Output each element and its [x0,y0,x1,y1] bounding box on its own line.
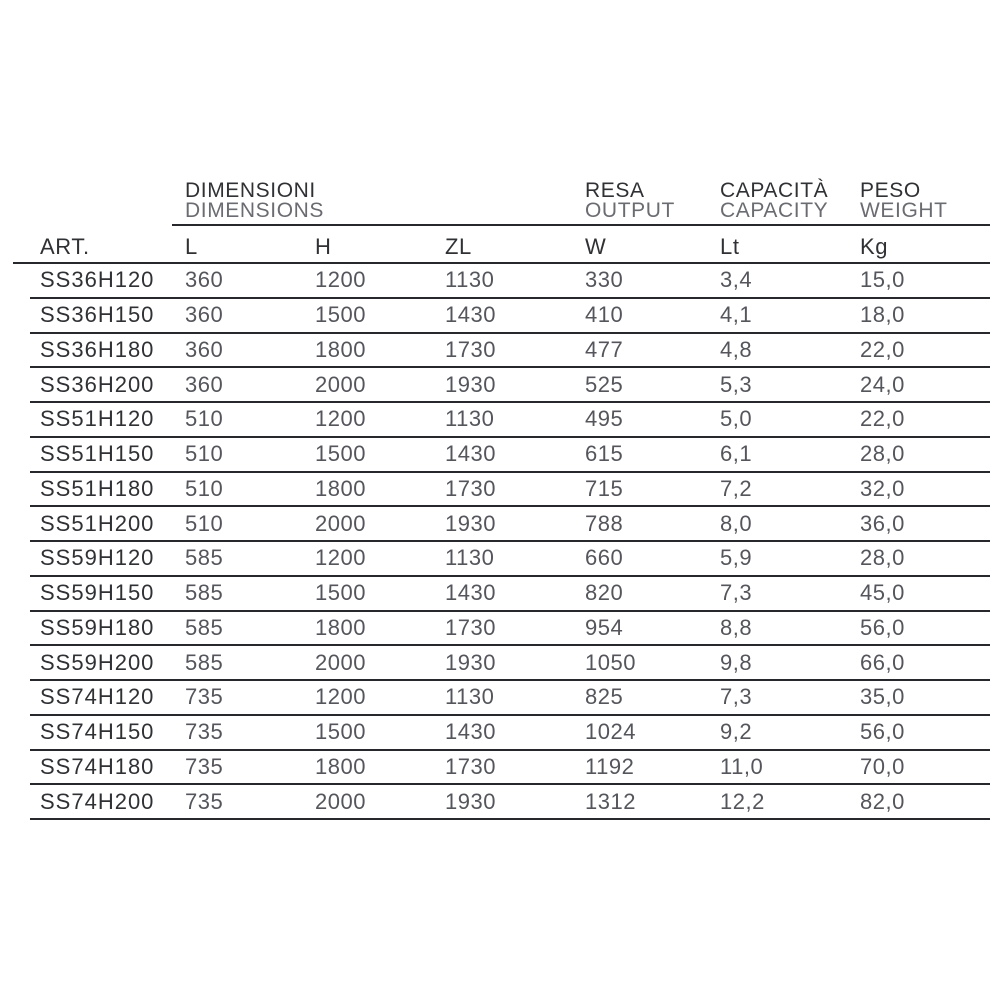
article-code: SS74H180 [40,753,155,779]
cell-height: 2000 [315,510,366,536]
cell-height: 2000 [315,788,366,814]
column-header-lt: Lt [720,234,740,259]
column-header-row [13,230,990,260]
cell-output-watts: 715 [585,475,624,501]
cell-length: 510 [185,475,224,501]
cell-capacity-lt: 8,0 [720,510,753,536]
column-header-h: H [315,234,332,259]
cell-weight-kg: 70,0 [860,753,905,779]
cell-height: 1800 [315,475,366,501]
cell-output-watts: 330 [585,267,624,293]
group-subtitle: WEIGHT [860,199,948,222]
cell-capacity-lt: 11,0 [720,753,764,779]
cell-weight-kg: 22,0 [860,406,905,432]
article-code: SS36H180 [40,336,155,362]
article-code: SS59H120 [40,545,155,571]
cell-height: 1200 [315,406,366,432]
cell-weight-kg: 32,0 [860,475,905,501]
column-header-kg: Kg [860,234,889,259]
article-code: SS51H150 [40,441,155,467]
cell-length: 585 [185,614,224,640]
cell-length: 360 [185,336,224,362]
column-group-output [585,181,675,221]
column-header-l: L [185,234,198,259]
table-row [30,507,990,542]
cell-weight-kg: 24,0 [860,371,905,397]
column-group-capacity [720,181,828,221]
group-title: CAPACITÀ [720,179,829,202]
cell-zl: 1130 [445,406,495,432]
article-code: SS59H150 [40,580,155,606]
cell-output-watts: 1192 [585,753,635,779]
cell-output-watts: 820 [585,580,624,606]
table-body [30,264,990,820]
cell-capacity-lt: 6,1 [720,441,753,467]
cell-capacity-lt: 7,2 [720,475,753,501]
cell-capacity-lt: 5,9 [720,545,753,571]
cell-zl: 1730 [445,753,496,779]
cell-zl: 1730 [445,475,496,501]
cell-weight-kg: 66,0 [860,649,905,675]
cell-capacity-lt: 4,1 [720,302,753,328]
cell-capacity-lt: 7,3 [720,684,753,710]
cell-zl: 1130 [445,267,495,293]
table-row [30,368,990,403]
cell-height: 1500 [315,719,366,745]
cell-length: 735 [185,753,224,779]
cell-height: 1200 [315,684,366,710]
table-row [30,473,990,508]
group-title: DIMENSIONI [185,179,316,202]
article-code: SS36H120 [40,267,155,293]
cell-zl: 1430 [445,441,496,467]
cell-capacity-lt: 12,2 [720,788,765,814]
cell-output-watts: 410 [585,302,624,328]
article-code: SS74H120 [40,684,155,710]
cell-weight-kg: 15,0 [860,267,905,293]
table-row [30,438,990,473]
table-row [30,299,990,334]
table-row [30,716,990,751]
cell-weight-kg: 35,0 [860,684,905,710]
cell-weight-kg: 36,0 [860,510,905,536]
cell-output-watts: 477 [585,336,624,362]
article-code: SS51H200 [40,510,155,536]
article-code: SS74H200 [40,788,155,814]
cell-weight-kg: 56,0 [860,614,905,640]
cell-length: 360 [185,267,224,293]
table-row [30,334,990,369]
cell-output-watts: 495 [585,406,624,432]
group-title: RESA [585,179,645,202]
table-row [30,612,990,647]
cell-weight-kg: 28,0 [860,545,905,571]
cell-weight-kg: 45,0 [860,580,905,606]
cell-output-watts: 954 [585,614,624,640]
cell-zl: 1430 [445,719,496,745]
table-row [30,403,990,438]
column-header-w: W [585,234,607,259]
cell-height: 1500 [315,441,366,467]
table-row [30,646,990,681]
cell-height: 1800 [315,336,366,362]
cell-length: 360 [185,371,224,397]
cell-capacity-lt: 5,3 [720,371,753,397]
column-group-weight [860,181,948,221]
cell-output-watts: 825 [585,684,624,710]
cell-capacity-lt: 9,2 [720,719,753,745]
cell-length: 510 [185,441,224,467]
cell-weight-kg: 82,0 [860,788,905,814]
cell-weight-kg: 18,0 [860,302,905,328]
cell-height: 2000 [315,649,366,675]
cell-capacity-lt: 5,0 [720,406,753,432]
table-row [30,785,990,820]
cell-output-watts: 1050 [585,649,636,675]
cell-output-watts: 615 [585,441,624,467]
group-subtitle: OUTPUT [585,199,675,222]
cell-capacity-lt: 4,8 [720,336,753,362]
cell-capacity-lt: 7,3 [720,580,753,606]
cell-height: 2000 [315,371,366,397]
article-code: SS59H200 [40,649,155,675]
cell-length: 360 [185,302,224,328]
cell-zl: 1930 [445,788,496,814]
column-header-zl: ZL [445,234,472,259]
cell-zl: 1730 [445,336,496,362]
cell-length: 735 [185,719,224,745]
cell-output-watts: 525 [585,371,624,397]
article-code: SS36H200 [40,371,155,397]
cell-length: 585 [185,580,224,606]
column-group-dimensions [185,181,324,221]
article-code: SS36H150 [40,302,155,328]
article-code: SS51H120 [40,406,155,432]
cell-weight-kg: 28,0 [860,441,905,467]
cell-zl: 1130 [445,684,495,710]
column-header-art: ART. [40,234,90,259]
cell-height: 1800 [315,753,366,779]
table-row [30,542,990,577]
cell-zl: 1430 [445,580,496,606]
cell-zl: 1730 [445,614,496,640]
cell-length: 585 [185,545,224,571]
cell-weight-kg: 22,0 [860,336,905,362]
cell-height: 1500 [315,302,366,328]
table-row [30,264,990,299]
cell-capacity-lt: 3,4 [720,267,753,293]
cell-height: 1200 [315,267,366,293]
cell-length: 510 [185,510,224,536]
cell-length: 510 [185,406,224,432]
table-row [30,681,990,716]
cell-height: 1200 [315,545,366,571]
group-subtitle: CAPACITY [720,199,829,222]
cell-zl: 1130 [445,545,495,571]
cell-height: 1800 [315,614,366,640]
cell-zl: 1930 [445,649,496,675]
cell-capacity-lt: 8,8 [720,614,753,640]
cell-zl: 1930 [445,371,496,397]
cell-output-watts: 1024 [585,719,636,745]
cell-length: 585 [185,649,224,675]
cell-capacity-lt: 9,8 [720,649,753,675]
cell-length: 735 [185,684,224,710]
cell-output-watts: 1312 [585,788,636,814]
cell-length: 735 [185,788,224,814]
cell-weight-kg: 56,0 [860,719,905,745]
cell-zl: 1930 [445,510,496,536]
cell-output-watts: 788 [585,510,624,536]
table-row [30,577,990,612]
article-code: SS51H180 [40,475,155,501]
cell-output-watts: 660 [585,545,624,571]
article-code: SS74H150 [40,719,155,745]
header-group-underline [172,224,990,226]
table-row [30,751,990,786]
group-title: PESO [860,179,921,202]
article-code: SS59H180 [40,614,155,640]
group-subtitle: DIMENSIONS [185,199,325,222]
cell-height: 1500 [315,580,366,606]
cell-zl: 1430 [445,302,496,328]
